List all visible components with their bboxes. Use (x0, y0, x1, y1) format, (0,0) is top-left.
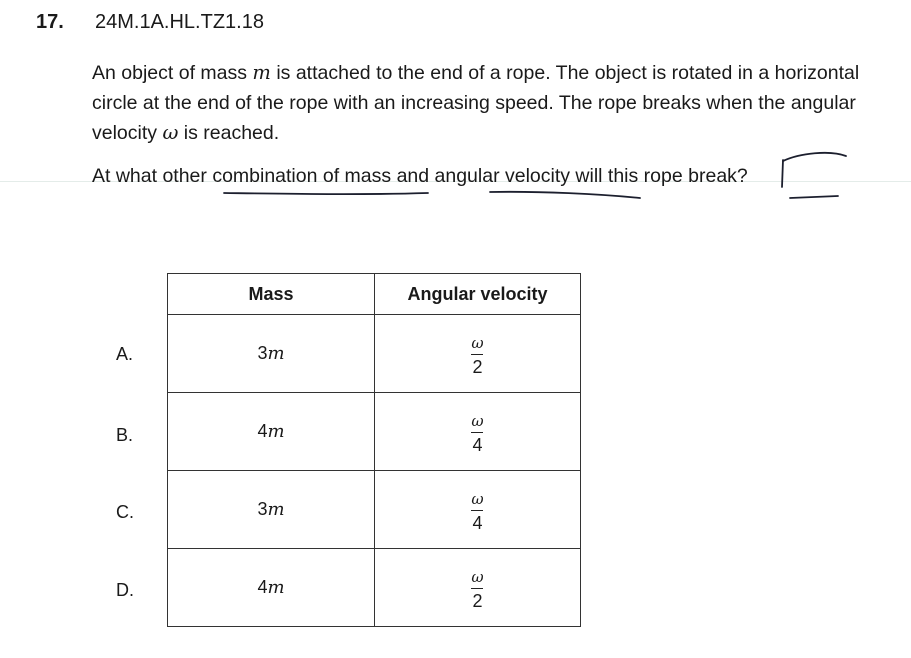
fraction-numerator: ω (471, 411, 484, 430)
mass-coefficient: 4 (257, 421, 268, 441)
fraction (471, 567, 484, 611)
underline-angular-velocity (490, 192, 640, 198)
mass-variable: m (267, 421, 285, 442)
table-row (168, 393, 581, 471)
underline-combination (224, 193, 428, 194)
option-letter-a: A. (116, 344, 134, 364)
fraction (471, 333, 484, 377)
mass-cell (168, 549, 375, 627)
question-ask: At what other combination of mass and angular velocity will this rope break? (92, 165, 748, 187)
stem-text-1: An object of mass (92, 62, 253, 84)
stem-text-3: is reached. (178, 122, 280, 144)
fraction-denominator: 4 (472, 512, 483, 533)
fraction-denominator: 2 (472, 356, 483, 377)
header-mass: Mass (168, 274, 375, 315)
table-row (168, 471, 581, 549)
box-top-stroke (783, 153, 846, 161)
options-table (167, 273, 581, 627)
question-number: 17. (36, 11, 64, 33)
mass-symbol: m (252, 61, 271, 84)
fraction-denominator: 2 (472, 590, 483, 611)
underline-break (790, 196, 838, 198)
fraction-denominator: 4 (472, 434, 483, 455)
omega-symbol: ω (162, 121, 179, 144)
mass-coefficient: 3 (257, 343, 268, 363)
fraction (471, 411, 484, 455)
mass-coefficient: 3 (257, 499, 268, 519)
fraction-numerator: ω (471, 333, 484, 352)
table-row (168, 549, 581, 627)
mass-variable: m (267, 499, 285, 520)
table-header-row (168, 274, 581, 315)
mass-cell (168, 471, 375, 549)
option-letter-c: C. (116, 502, 134, 522)
angular-velocity-cell (375, 471, 581, 549)
angular-velocity-cell (375, 393, 581, 471)
mass-coefficient: 4 (257, 577, 268, 597)
mass-cell (168, 393, 375, 471)
fraction-numerator: ω (471, 489, 484, 508)
angular-velocity-cell (375, 549, 581, 627)
mass-cell (168, 315, 375, 393)
stem-text-2: is attached to the end of a rope. The object is rotated in a horizontal circle at the end of the rope with an increasing speed. The rope breaks when the angular velocity (92, 62, 860, 144)
table-row (168, 315, 581, 393)
angular-velocity-cell (375, 315, 581, 393)
header-angular-velocity: Angular velocity (375, 274, 581, 315)
mass-variable: m (267, 577, 285, 598)
mass-variable: m (267, 343, 285, 364)
fraction-numerator: ω (471, 567, 484, 586)
question-stem (92, 58, 907, 148)
option-letter-d: D. (116, 580, 134, 600)
fraction (471, 489, 484, 533)
question-code: 24M.1A.HL.TZ1.18 (95, 11, 264, 33)
option-letter-b: B. (116, 425, 134, 445)
